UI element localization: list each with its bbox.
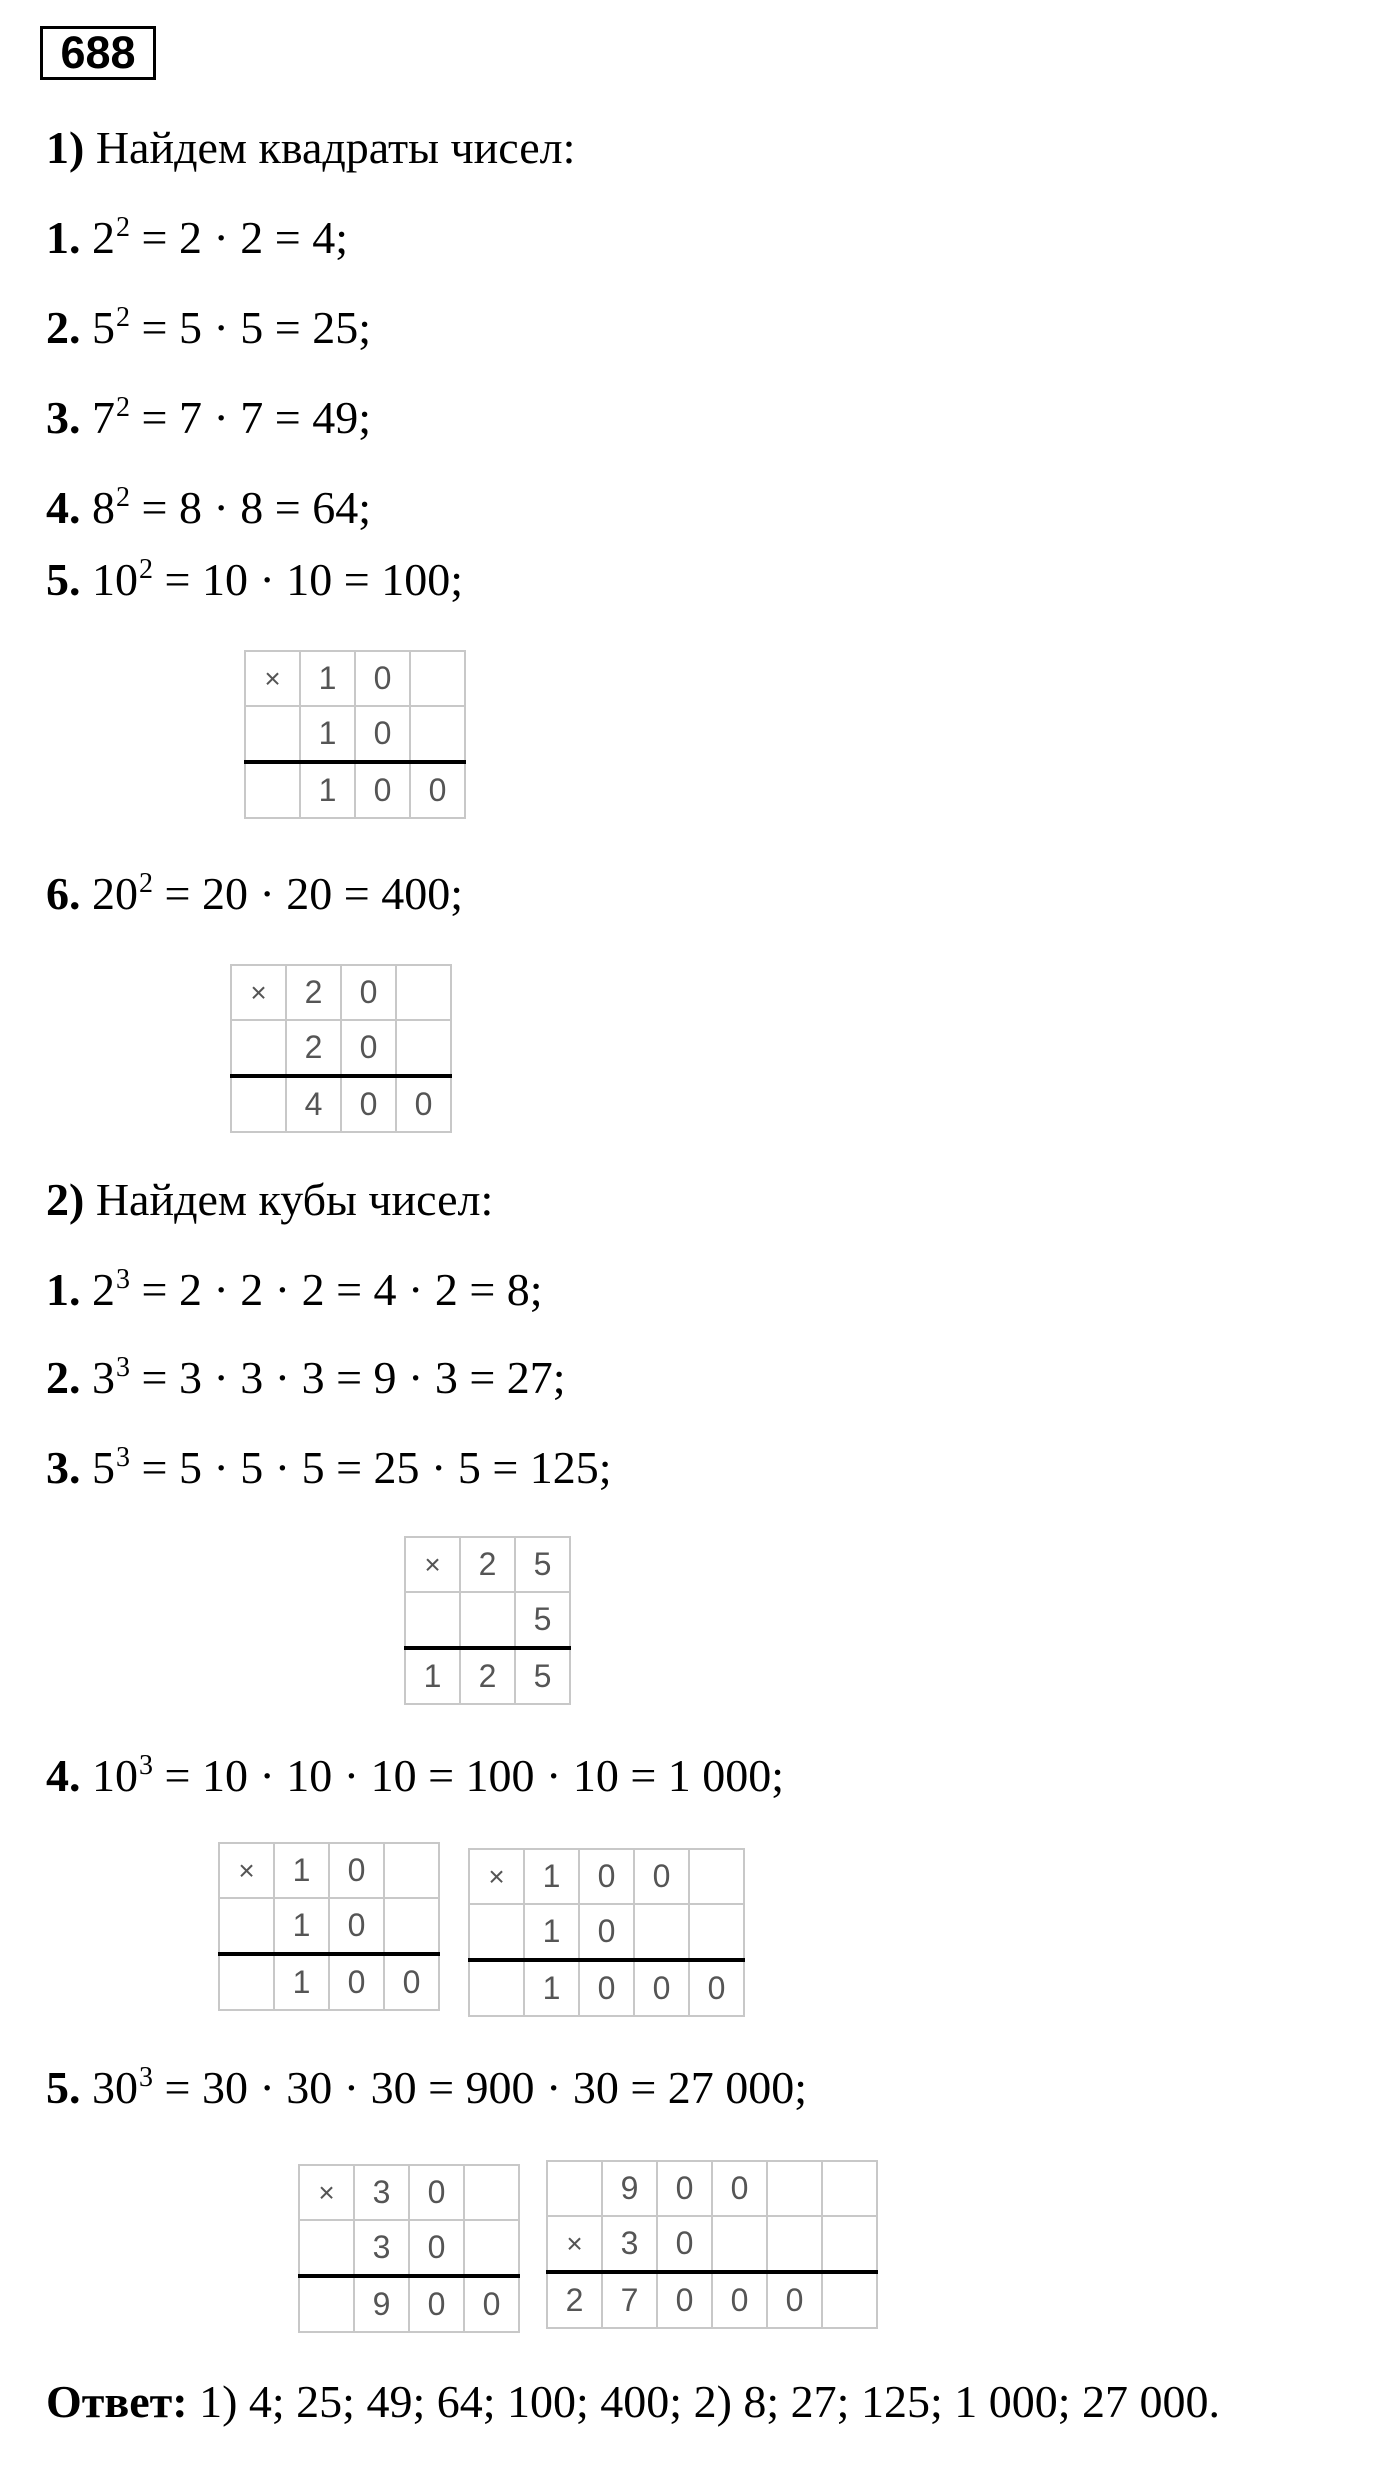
grid-cell <box>219 1954 274 2010</box>
grid-row <box>299 2220 519 2276</box>
item-exponent: 3 <box>139 2062 153 2093</box>
grid-cell: 2 <box>286 1020 341 1076</box>
grid-row <box>547 2272 877 2328</box>
answer <box>46 2374 1220 2430</box>
grid-cell: 0 <box>329 1954 384 2010</box>
grid-row <box>231 1020 451 1076</box>
multiply-sign: × <box>245 651 300 706</box>
grid-cell: 0 <box>712 2161 767 2216</box>
item-number: 4. <box>46 482 81 533</box>
grid-cell <box>469 1960 524 2016</box>
grid-cell: 5 <box>515 1592 570 1648</box>
item-expression: = 3 · 3 · 3 = 9 · 3 = 27; <box>130 1352 566 1403</box>
grid-row <box>245 706 465 762</box>
grid-cell: 0 <box>689 1960 744 2016</box>
item-number: 3. <box>46 1442 81 1493</box>
grid-cell: 0 <box>409 2276 464 2332</box>
part2-item-5 <box>46 2060 807 2123</box>
multiply-sign: × <box>219 1843 274 1898</box>
item-base: 8 <box>92 482 115 533</box>
grid-row <box>245 762 465 818</box>
grid-cell: 1 <box>274 1898 329 1954</box>
grid-cell: 0 <box>634 1849 689 1904</box>
grid-cell: 1 <box>300 706 355 762</box>
item-exponent: 3 <box>116 1442 130 1473</box>
grid-cell <box>384 1843 439 1898</box>
multiply-sign: × <box>469 1849 524 1904</box>
item-exponent: 2 <box>139 868 153 899</box>
grid-cell: 1 <box>274 1843 329 1898</box>
grid-cell <box>299 2276 354 2332</box>
grid-cell <box>460 1592 515 1648</box>
grid-cell: 0 <box>410 762 465 818</box>
item-expression: = 10 · 10 · 10 = 100 · 10 = 1 000; <box>153 1750 785 1801</box>
grid-cell: 0 <box>767 2272 822 2328</box>
grid-cell: 5 <box>515 1537 570 1592</box>
grid-cell <box>822 2272 877 2328</box>
item-number: 5. <box>46 2062 81 2113</box>
part2-item-4 <box>46 1748 784 1811</box>
item-number: 6. <box>46 868 81 919</box>
multiply-sign: × <box>405 1537 460 1592</box>
item-base: 3 <box>92 1352 115 1403</box>
grid-cell: 3 <box>354 2220 409 2276</box>
item-number: 2. <box>46 1352 81 1403</box>
item-number: 2. <box>46 302 81 353</box>
answer-label: Ответ: <box>46 2376 188 2427</box>
item-exponent: 3 <box>116 1264 130 1295</box>
grid-cell: 0 <box>396 1076 451 1132</box>
grid-cell: 1 <box>524 1904 579 1960</box>
part2-item-1 <box>46 1262 543 1325</box>
answer-text: 1) 4; 25; 49; 64; 100; 400; 2) 8; 27; 125; 1 000; 27 000. <box>187 2376 1221 2427</box>
grid-cell: 0 <box>634 1960 689 2016</box>
grid-row <box>231 1076 451 1132</box>
grid-row <box>405 1648 570 1704</box>
grid-row <box>469 1849 744 1904</box>
multiplication-grid-25x5 <box>404 1536 571 1705</box>
grid-cell: 3 <box>602 2216 657 2272</box>
grid-cell <box>396 1020 451 1076</box>
part1-item-3 <box>46 390 371 453</box>
grid-cell: 1 <box>524 1960 579 2016</box>
item-exponent: 2 <box>116 302 130 333</box>
multiplication-grid-20x20 <box>230 964 452 1133</box>
grid-cell <box>547 2161 602 2216</box>
grid-cell <box>712 2216 767 2272</box>
part1-item-2 <box>46 300 371 363</box>
part1-item-4 <box>46 480 371 543</box>
grid-cell: 5 <box>515 1648 570 1704</box>
item-base: 2 <box>92 1264 115 1315</box>
grid-cell: 0 <box>341 1076 396 1132</box>
grid-cell: 2 <box>460 1537 515 1592</box>
part1-title: Найдем квадраты чисел: <box>95 122 576 173</box>
item-number: 5. <box>46 554 81 605</box>
grid-cell: 7 <box>602 2272 657 2328</box>
item-expression: = 7 · 7 = 49; <box>130 392 371 443</box>
grid-cell: 1 <box>405 1648 460 1704</box>
part1-label: 1) <box>46 122 85 173</box>
grid-cell: 0 <box>329 1843 384 1898</box>
grid-cell <box>231 1076 286 1132</box>
multiplication-grid-30x30 <box>298 2164 520 2333</box>
grid-row <box>547 2161 877 2216</box>
grid-cell <box>689 1904 744 1960</box>
item-base: 5 <box>92 1442 115 1493</box>
grid-cell <box>767 2216 822 2272</box>
grid-cell <box>464 2165 519 2220</box>
grid-cell: 0 <box>341 965 396 1020</box>
item-expression: = 5 · 5 · 5 = 25 · 5 = 125; <box>130 1442 612 1493</box>
part1-item-5 <box>46 552 463 615</box>
grid-cell: 3 <box>354 2165 409 2220</box>
item-expression: = 30 · 30 · 30 = 900 · 30 = 27 000; <box>153 2062 808 2113</box>
grid-cell: 0 <box>657 2216 712 2272</box>
grid-cell: 0 <box>384 1954 439 2010</box>
item-base: 5 <box>92 302 115 353</box>
item-exponent: 2 <box>139 554 153 585</box>
grid-cell: 4 <box>286 1076 341 1132</box>
grid-cell <box>767 2161 822 2216</box>
grid-row <box>299 2276 519 2332</box>
task-number: 688 <box>40 26 156 80</box>
multiply-sign: × <box>299 2165 354 2220</box>
item-expression: = 2 · 2 = 4; <box>130 212 348 263</box>
grid-cell: 0 <box>329 1898 384 1954</box>
item-base: 10 <box>92 1750 138 1801</box>
item-number: 3. <box>46 392 81 443</box>
grid-cell: 0 <box>355 762 410 818</box>
grid-cell: 0 <box>657 2161 712 2216</box>
grid-cell <box>689 1849 744 1904</box>
part2-label: 2) <box>46 1174 85 1225</box>
grid-cell: 2 <box>460 1648 515 1704</box>
grid-cell <box>822 2161 877 2216</box>
grid-cell <box>405 1592 460 1648</box>
grid-cell <box>634 1904 689 1960</box>
part2-title: Найдем кубы чисел: <box>95 1174 494 1225</box>
grid-cell <box>245 706 300 762</box>
grid-cell: 2 <box>286 965 341 1020</box>
item-expression: = 5 · 5 = 25; <box>130 302 371 353</box>
grid-cell <box>219 1898 274 1954</box>
grid-cell <box>822 2216 877 2272</box>
grid-cell: 0 <box>579 1960 634 2016</box>
item-expression: = 10 · 10 = 100; <box>153 554 463 605</box>
grid-cell <box>384 1898 439 1954</box>
part1-heading <box>46 120 575 176</box>
grid-cell: 0 <box>355 706 410 762</box>
grid-row <box>231 965 451 1020</box>
item-base: 20 <box>92 868 138 919</box>
grid-cell: 0 <box>579 1904 634 1960</box>
grid-row <box>405 1537 570 1592</box>
grid-cell <box>245 762 300 818</box>
item-exponent: 2 <box>116 482 130 513</box>
part2-item-2 <box>46 1350 566 1413</box>
grid-row <box>547 2216 877 2272</box>
item-number: 4. <box>46 1750 81 1801</box>
item-number: 1. <box>46 1264 81 1315</box>
part2-heading <box>46 1172 493 1228</box>
grid-cell <box>231 1020 286 1076</box>
grid-row <box>299 2165 519 2220</box>
multiply-sign: × <box>231 965 286 1020</box>
grid-cell: 0 <box>341 1020 396 1076</box>
item-exponent: 3 <box>116 1352 130 1383</box>
item-exponent: 3 <box>139 1750 153 1781</box>
item-number: 1. <box>46 212 81 263</box>
grid-cell <box>469 1904 524 1960</box>
multiplication-grid-100x10 <box>468 1848 745 2017</box>
grid-cell: 9 <box>602 2161 657 2216</box>
grid-row <box>219 1898 439 1954</box>
grid-cell: 1 <box>300 762 355 818</box>
item-base: 10 <box>92 554 138 605</box>
grid-cell: 0 <box>579 1849 634 1904</box>
grid-cell: 9 <box>354 2276 409 2332</box>
grid-cell: 1 <box>274 1954 329 2010</box>
grid-cell: 0 <box>657 2272 712 2328</box>
multiply-sign: × <box>547 2216 602 2272</box>
grid-cell: 2 <box>547 2272 602 2328</box>
grid-cell: 0 <box>409 2220 464 2276</box>
part1-item-6 <box>46 866 463 929</box>
grid-row <box>245 651 465 706</box>
grid-cell <box>464 2220 519 2276</box>
grid-row <box>469 1960 744 2016</box>
item-base: 2 <box>92 212 115 263</box>
multiplication-grid-900x30 <box>546 2160 878 2329</box>
grid-cell: 0 <box>712 2272 767 2328</box>
part1-item-1 <box>46 210 348 273</box>
multiplication-grid-10x10 <box>244 650 466 819</box>
item-base: 7 <box>92 392 115 443</box>
item-expression: = 8 · 8 = 64; <box>130 482 371 533</box>
grid-row <box>469 1904 744 1960</box>
grid-cell: 0 <box>409 2165 464 2220</box>
item-exponent: 2 <box>116 392 130 423</box>
grid-cell <box>396 965 451 1020</box>
grid-row <box>405 1592 570 1648</box>
multiplication-grid-10x10-b <box>218 1842 440 2011</box>
item-base: 30 <box>92 2062 138 2113</box>
item-expression: = 20 · 20 = 400; <box>153 868 463 919</box>
grid-cell: 0 <box>464 2276 519 2332</box>
grid-cell: 0 <box>355 651 410 706</box>
part2-item-3 <box>46 1440 612 1503</box>
grid-row <box>219 1843 439 1898</box>
grid-cell: 1 <box>524 1849 579 1904</box>
grid-cell <box>410 651 465 706</box>
grid-row <box>219 1954 439 2010</box>
grid-cell <box>410 706 465 762</box>
grid-cell <box>299 2220 354 2276</box>
grid-cell: 1 <box>300 651 355 706</box>
item-exponent: 2 <box>116 212 130 243</box>
item-expression: = 2 · 2 · 2 = 4 · 2 = 8; <box>130 1264 543 1315</box>
